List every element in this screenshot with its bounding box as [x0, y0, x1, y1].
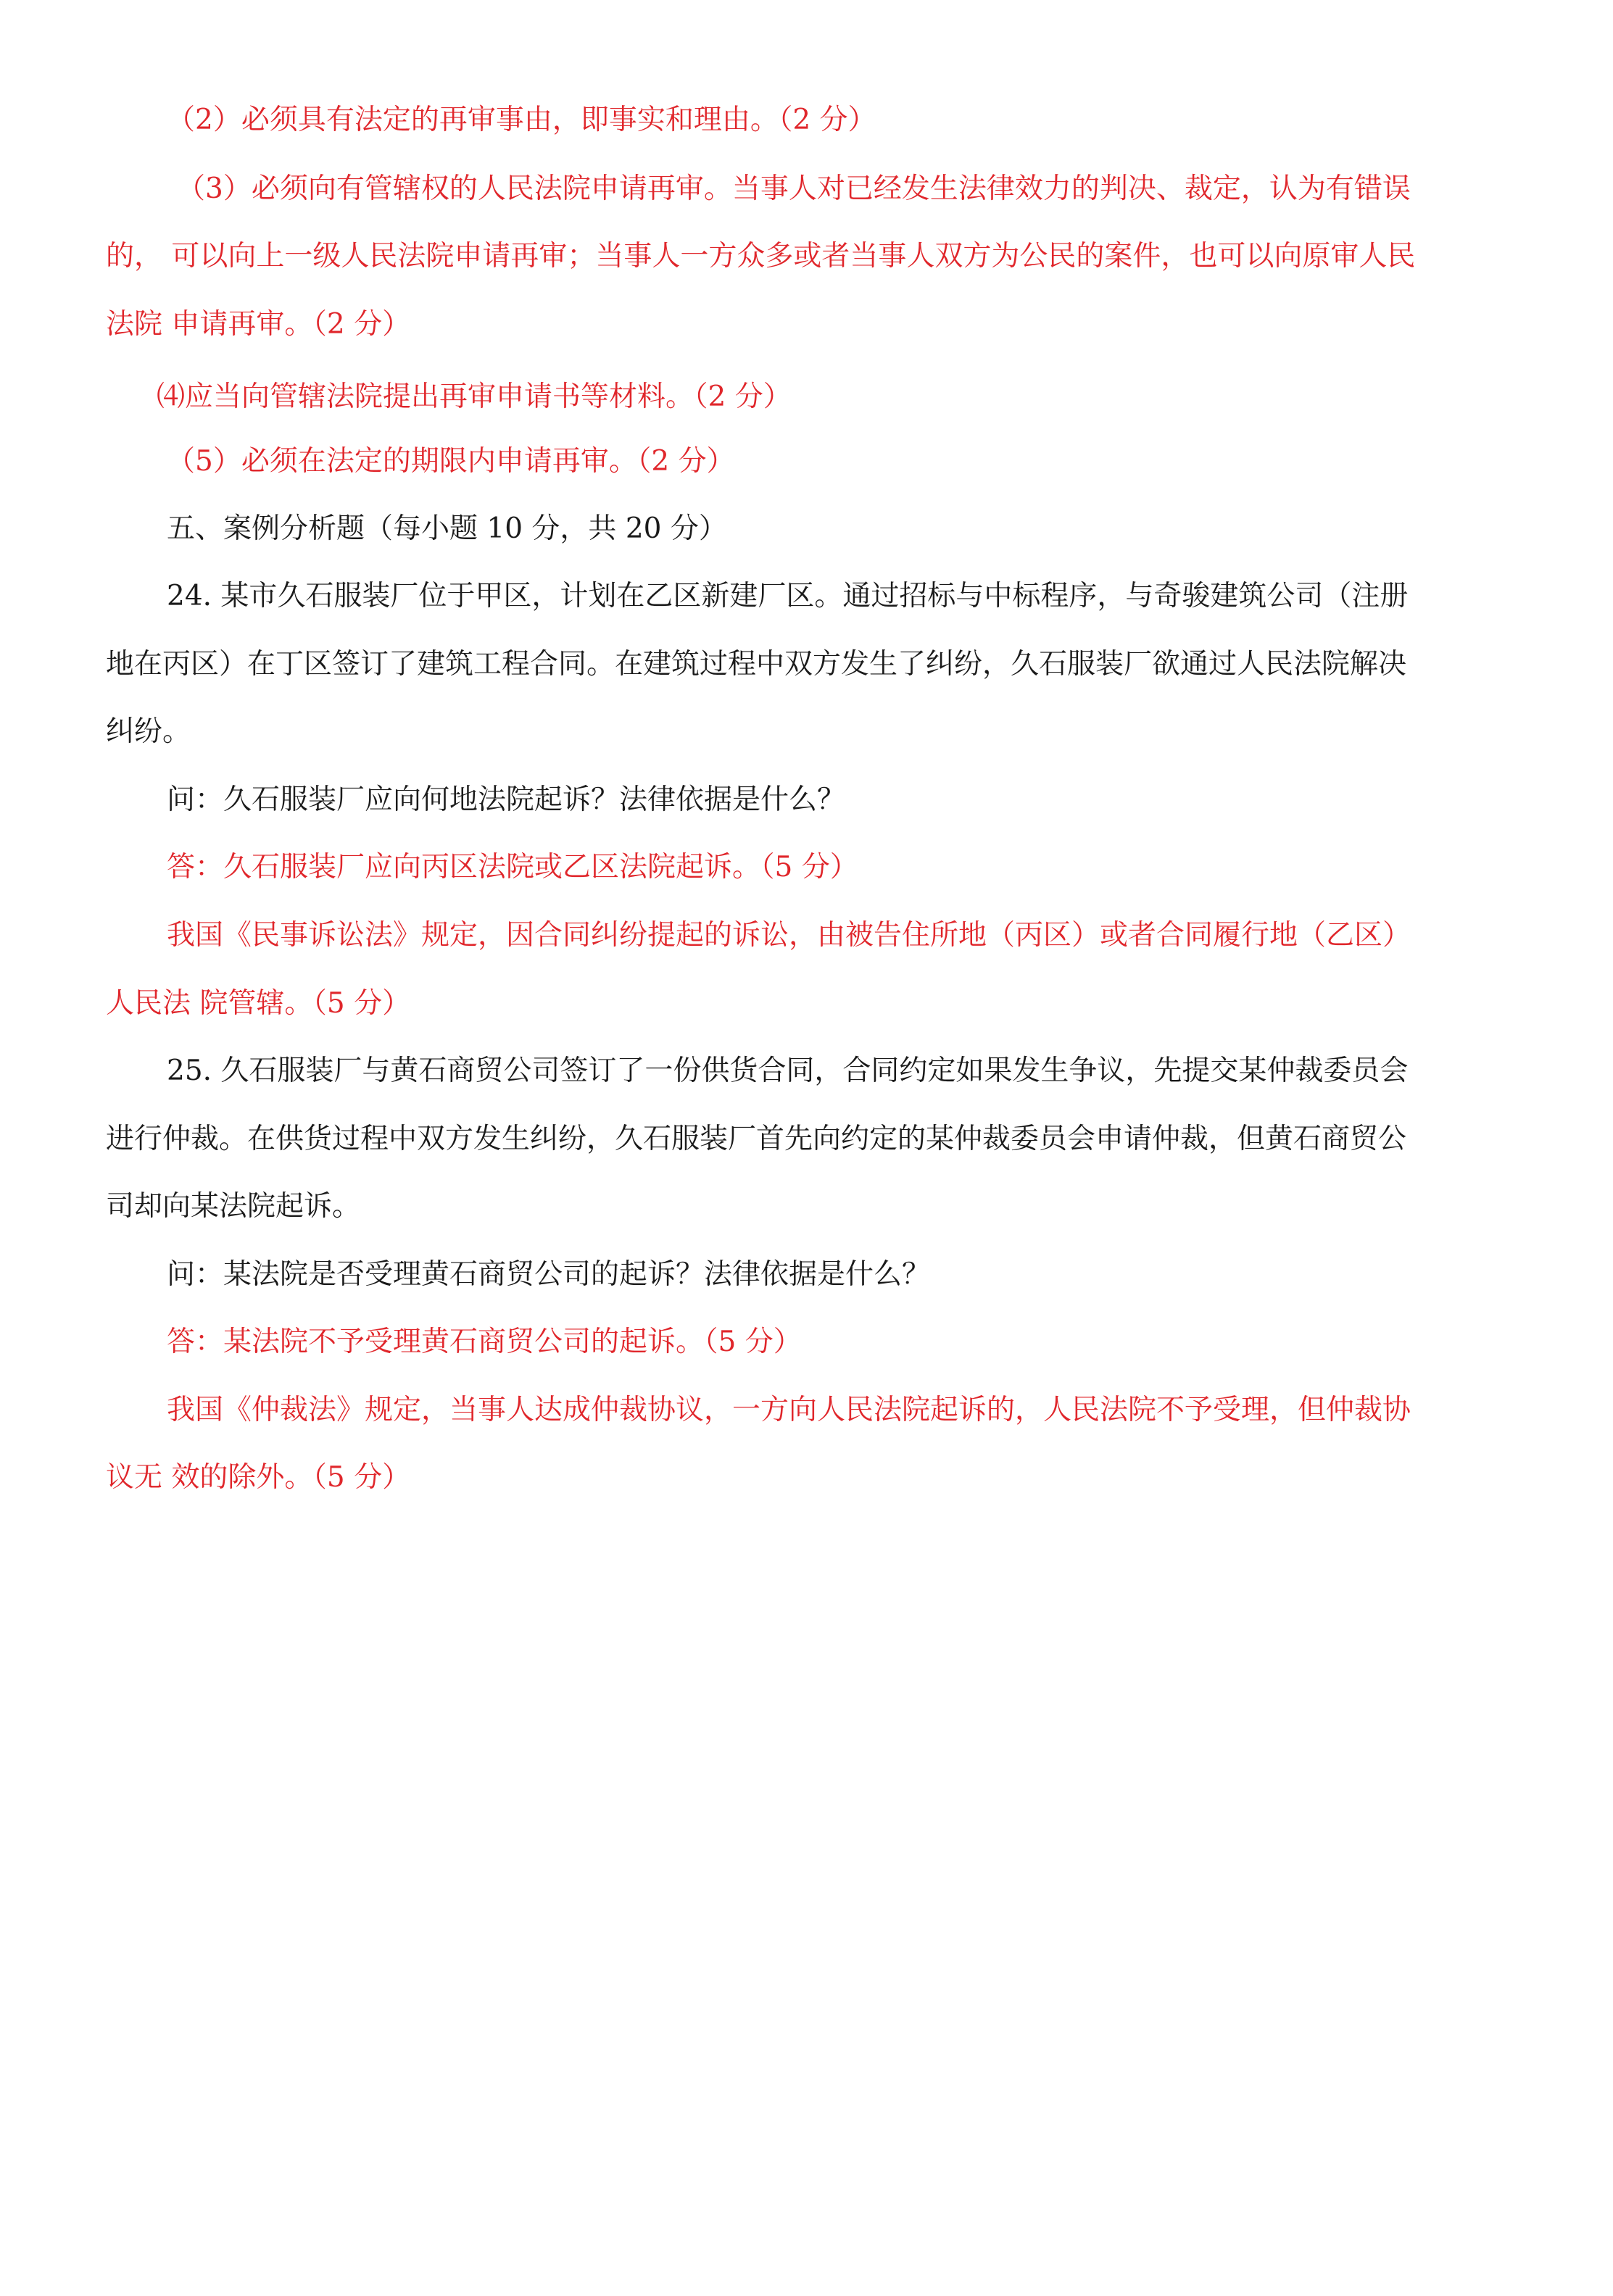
question-25-line-1: 25. 久石服装厂与黄石商贸公司签订了一份供货合同，合同约定如果发生争议，先提交某仲裁委员会 — [167, 1055, 1409, 1087]
question-25-line-2: 进行仲裁。在供货过程中双方发生纠纷，久石服装厂首先向约定的某仲裁委员会申请仲裁，但黄石商贸公 — [106, 1123, 1407, 1155]
answer-item-3-line-2: 的， 可以向上一级人民法院申请再审；当事人一方众多或者当事人双方为公民的案件，也可以向原审人民 — [106, 240, 1416, 273]
answer-24-basis-line-1: 我国《民事诉讼法》规定，因合同纠纷提起的诉讼，由被告住所地（丙区）或者合同履行地（乙区） — [167, 919, 1411, 952]
answer-item-5: （5）必须在法定的期限内申请再审。（2 分） — [167, 445, 735, 478]
answer-item-3-line-3: 法院 申请再审。（2 分） — [106, 308, 411, 341]
answer-25: 答：某法院不予受理黄石商贸公司的起诉。（5 分） — [167, 1326, 802, 1358]
question-24-line-2: 地在丙区）在丁区签订了建筑工程合同。在建筑过程中双方发生了纠纷，久石服装厂欲通过人民法院解决 — [106, 648, 1407, 681]
answer-item-4: ⑷应当向管辖法院提出再审申请书等材料。（2 分） — [157, 380, 792, 413]
section-heading: 五、案例分析题（每小题 10 分，共 20 分） — [167, 512, 727, 545]
question-25-ask: 问：某法院是否受理黄石商贸公司的起诉？法律依据是什么？ — [167, 1258, 931, 1291]
question-24-line-1: 24. 某市久石服装厂位于甲区，计划在乙区新建厂区。通过招标与中标程序，与奇骏建筑公司（注册 — [167, 580, 1409, 612]
answer-24-basis-line-2: 人民法 院管辖。（5 分） — [106, 987, 411, 1020]
question-24-line-3: 纠纷。 — [106, 715, 191, 748]
question-24-ask: 问：久石服装厂应向何地法院起诉？法律依据是什么？ — [167, 783, 846, 816]
answer-24: 答：久石服装厂应向丙区法院或乙区法院起诉。（5 分） — [167, 851, 858, 883]
question-25-line-3: 司却向某法院起诉。 — [106, 1190, 361, 1223]
answer-25-basis-line-2: 议无 效的除外。（5 分） — [106, 1461, 411, 1494]
answer-item-3-line-1: （3）必须向有管辖权的人民法院申请再审。当事人对已经发生法律效力的判决、裁定，认为有错误 — [177, 172, 1411, 205]
answer-item-2: （2）必须具有法定的再审事由，即事实和理由。（2 分） — [167, 104, 876, 136]
answer-25-basis-line-1: 我国《仲裁法》规定，当事人达成仲裁协议，一方向人民法院起诉的，人民法院不予受理，但仲裁协 — [167, 1394, 1411, 1426]
